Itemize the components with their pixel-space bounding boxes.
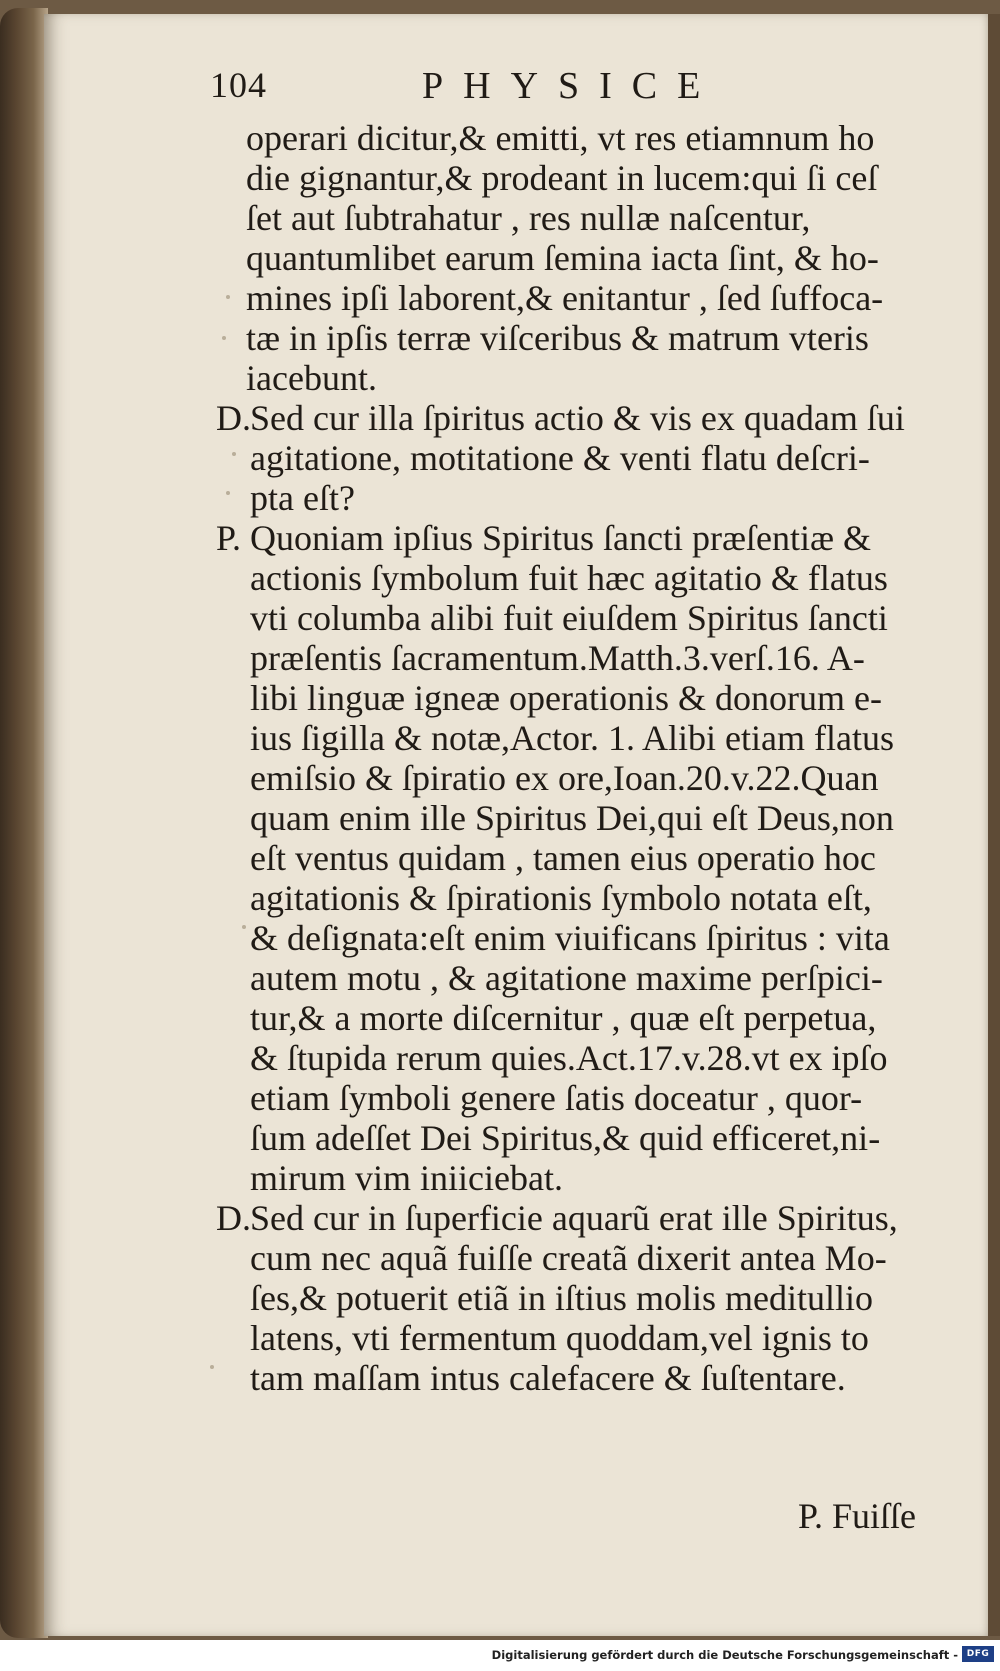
- catchword: P. Fuiſſe: [798, 1496, 917, 1536]
- text-line: & deſignata:eſt enim viuificans ſpiritus : vita: [250, 918, 890, 958]
- text-line: mines ipſi laborent,& enitantur , ſed ſuffoca-: [246, 278, 884, 318]
- text-line: emiſsio & ſpiratio ex ore,Ioan.20.v.22.Quan: [250, 758, 879, 798]
- text-line: pta eſt?: [250, 478, 355, 518]
- text-line: eſt ventus quidam , tamen eius operatio hoc: [250, 838, 876, 878]
- text-line: ſet aut ſubtrahatur , res nullæ naſcentur,: [246, 198, 811, 238]
- page-header: [210, 64, 810, 114]
- text-line: operari dicitur,& emitti, vt res etiamnum ho: [246, 118, 875, 158]
- text-line: ſes,& potuerit etiã in iſtius molis meditullio: [250, 1278, 873, 1318]
- text-line: tur,& a morte diſcernitur , quæ eſt perpetua,: [250, 998, 877, 1038]
- text-line: libi linguæ igneæ operationis & donorum e-: [250, 678, 882, 718]
- text-line: & ſtupida rerum quies.Act.17.v.28.vt ex ipſo: [250, 1038, 888, 1078]
- text-line: mirum vim iniiciebat.: [250, 1158, 563, 1198]
- funding-credit: Digitalisierung gefördert durch die Deutsche Forschungsgemeinschaft -: [491, 1648, 958, 1662]
- margin-mark: [210, 1365, 214, 1369]
- text-line: ius ſigilla & notæ,Actor. 1. Alibi etiam flatus: [250, 718, 894, 758]
- dfg-logo: DFG: [962, 1646, 994, 1662]
- text-line: quantumlibet earum ſemina iacta ſint, & ho-: [246, 238, 879, 278]
- text-line: quam enim ille Spiritus Dei,qui eſt Deus,non: [250, 798, 894, 838]
- text-line: præſentis ſacramentum.Matth.3.verſ.16. A-: [250, 638, 865, 678]
- text-line: tæ in ipſis terræ viſceribus & matrum vteris: [246, 318, 869, 358]
- margin-mark: [222, 336, 226, 340]
- text-line: vti columba alibi fuit eiuſdem Spiritus ſancti: [250, 598, 888, 638]
- speaker-label-p: P.: [216, 518, 242, 558]
- text-line: autem motu , & agitatione maxime perſpici-: [250, 958, 883, 998]
- text-line: tam maſſam intus calefacere & ſuſtentare.: [250, 1358, 846, 1398]
- text-line: etiam ſymboli genere ſatis doceatur , quor-: [250, 1078, 863, 1118]
- text-line: actionis ſymbolum fuit hæc agitatio & flatus: [250, 558, 888, 598]
- text-line: cum nec aquã fuiſſe creatã dixerit antea Mo-: [250, 1238, 887, 1278]
- footer-bar: [0, 1640, 1000, 1671]
- margin-mark: [232, 452, 236, 456]
- text-line: Quoniam ipſius Spiritus ſancti præſentiæ &: [250, 518, 871, 558]
- margin-mark: [226, 295, 230, 299]
- speaker-label-d: D.: [216, 398, 251, 438]
- speaker-label-d: D.: [216, 1198, 251, 1238]
- text-line: agitationis & ſpirationis ſymbolo notata eſt,: [250, 878, 872, 918]
- margin-mark: [226, 491, 230, 495]
- page-right-edge: [988, 14, 1000, 1636]
- text-line: ſum adeſſet Dei Spiritus,& quid efficeret,ni-: [250, 1118, 881, 1158]
- margin-mark: [242, 925, 246, 929]
- text-line: agitatione, motitatione & venti flatu deſcri-: [250, 438, 870, 478]
- running-title: PHYSICE: [422, 65, 721, 107]
- text-line: Sed cur illa ſpiritus actio & vis ex quadam ſui: [250, 398, 905, 438]
- text-line: die gignantur,& prodeant in lucem:qui ſi ceſ: [246, 158, 878, 198]
- text-line: latens, vti fermentum quoddam,vel ignis to: [250, 1318, 869, 1358]
- page-number: 104: [210, 65, 267, 105]
- book-spine-edge: [0, 8, 48, 1638]
- text-line: iacebunt.: [246, 358, 377, 398]
- text-line: Sed cur in ſuperficie aquarũ erat ille Spiritus,: [250, 1198, 898, 1238]
